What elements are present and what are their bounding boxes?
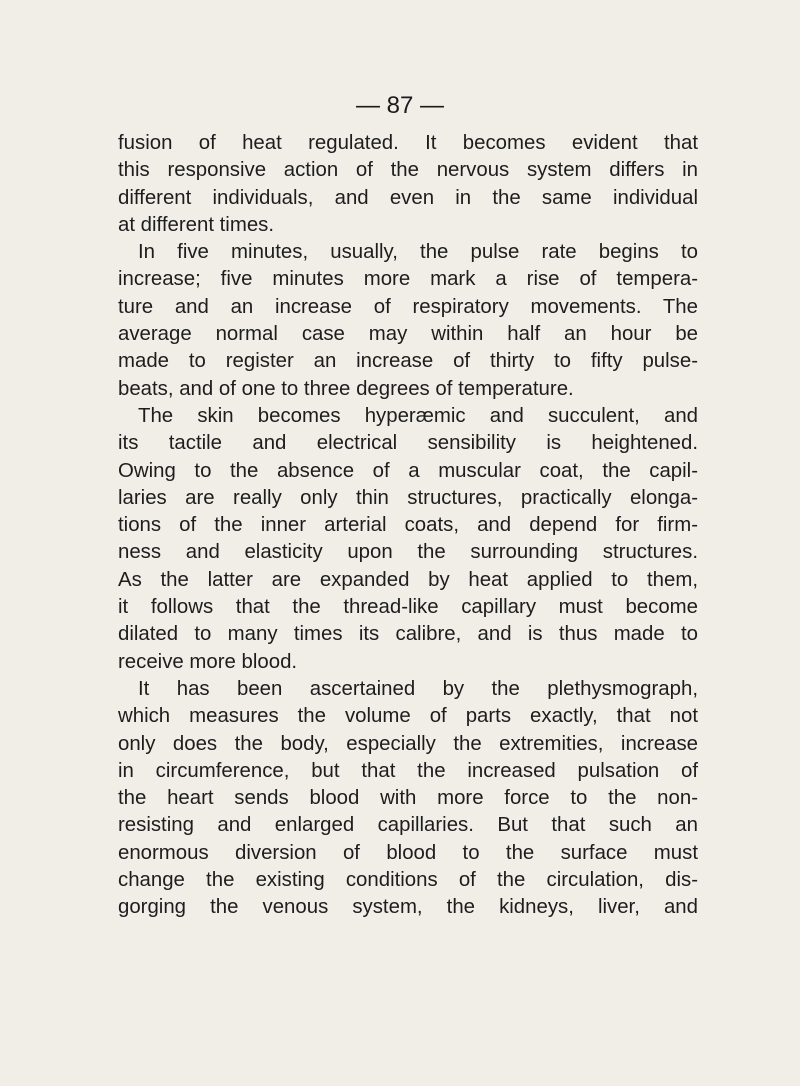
page-number: — 87 — bbox=[355, 92, 445, 119]
body-text bbox=[118, 130, 698, 922]
text-line: ness and elasticity upon the surrounding structures. bbox=[118, 541, 698, 564]
text-line: its tactile and electrical sensibility is heightened. bbox=[118, 432, 698, 455]
paragraph-first-line: It has been ascertained by the plethysmograph, bbox=[138, 677, 698, 700]
text-line: increase; five minutes more mark a rise of tempera- bbox=[118, 268, 698, 291]
text-line: fusion of heat regulated. It becomes evident that bbox=[118, 132, 698, 154]
text-line: tions of the inner arterial coats, and depend for firm- bbox=[118, 514, 698, 537]
text-line: ture and an increase of respiratory movements. The bbox=[118, 295, 698, 318]
text-line: beats, and of one to three degrees of temperature. bbox=[118, 377, 574, 400]
paragraph-first-line: The skin becomes hyperæmic and succulent, and bbox=[138, 404, 698, 427]
text-line: resisting and enlarged capillaries. But that such an bbox=[118, 814, 698, 837]
text-line: change the existing conditions of the circulation, dis- bbox=[118, 869, 698, 892]
paragraph-first-line: In five minutes, usually, the pulse rate begins to bbox=[138, 241, 698, 264]
text-line: at different times. bbox=[118, 213, 275, 236]
text-line: Owing to the absence of a muscular coat, the capil- bbox=[118, 459, 698, 482]
text-line: gorging the venous system, the kidneys, liver, and bbox=[118, 896, 698, 919]
text-line: dilated to many times its calibre, and is thus made to bbox=[118, 623, 698, 646]
text-line: the heart sends blood with more force to the non- bbox=[118, 787, 698, 810]
text-line: in circumference, but that the increased pulsation of bbox=[118, 759, 698, 782]
text-line: this responsive action of the nervous system differs in bbox=[118, 159, 698, 182]
text-line: which measures the volume of parts exactly, that not bbox=[118, 705, 698, 728]
text-line: it follows that the thread-like capillary must become bbox=[118, 596, 698, 619]
text-line: receive more blood. bbox=[118, 650, 298, 673]
text-line: average normal case may within half an hour be bbox=[118, 323, 698, 346]
text-line: only does the body, especially the extremities, increase bbox=[118, 732, 698, 755]
text-line: made to register an increase of thirty to fifty pulse- bbox=[118, 350, 698, 373]
text-line: laries are really only thin structures, practically elonga- bbox=[118, 486, 698, 509]
text-line: enormous diversion of blood to the surface must bbox=[118, 841, 698, 864]
text-line: As the latter are expanded by heat applied to them, bbox=[118, 568, 698, 591]
text-line: different individuals, and even in the same individual bbox=[118, 186, 698, 209]
